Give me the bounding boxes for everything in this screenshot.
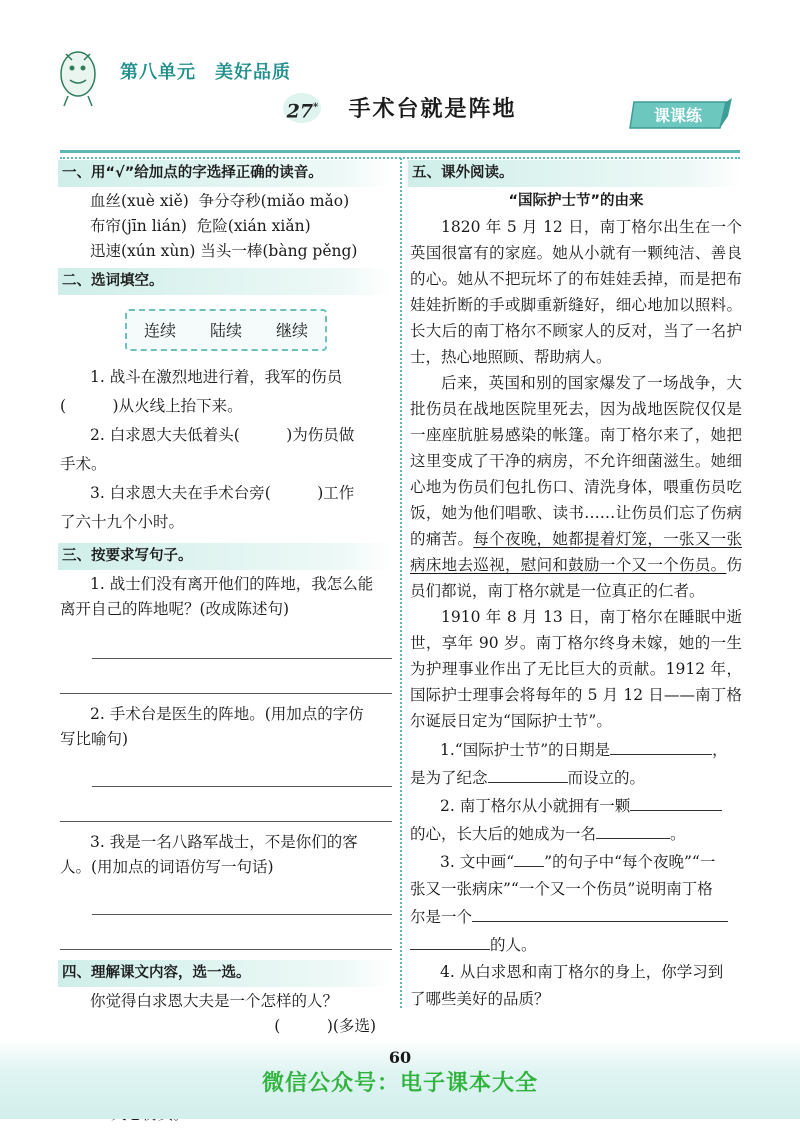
rewrite-q3: 3. 我是一名八路军战士，不是你们的客	[90, 833, 358, 851]
reading-q3-cont: 张又一张病床”“一个又一个伤员”说明南丁格	[410, 880, 713, 898]
choice-question: 你觉得白求恩大夫是一个怎样的人？	[90, 992, 339, 1010]
choice-answer-slot[interactable]: ( )(多选)	[274, 1017, 376, 1035]
lesson-title: 手术台就是阵地	[348, 96, 517, 122]
reading-q3: 3. 文中画“ ”的句子中“每个夜晚”“一	[410, 848, 742, 876]
section-5-heading: 五、课外阅读。	[408, 160, 742, 187]
fill-q1: 1. 战斗在激烈地进行着，我军的伤员	[90, 368, 343, 386]
rewrite-q2-cont: 写比喻句)	[60, 730, 129, 748]
word-option: 连续	[143, 320, 176, 340]
answer-line[interactable]	[60, 921, 392, 950]
rewrite-q1-cont: 离开自己的阵地呢？(改成陈述句)	[60, 600, 290, 618]
section-2-heading: 二、选词填空。	[58, 268, 392, 295]
fill-q2-cont: 手术。	[60, 455, 107, 473]
answer-blank[interactable]	[630, 792, 722, 811]
reading-q4: 4. 从白求恩和南丁格尔的身上，你学习到	[440, 963, 724, 981]
answer-blank[interactable]	[472, 903, 728, 922]
header-rule	[60, 150, 740, 153]
fill-q3-cont: 了六十九个小时。	[60, 513, 185, 531]
article-title: “国际护士节”的由来	[508, 193, 644, 209]
rewrite-q3-cont: 人。(用加点的词语仿写一句话)	[60, 858, 274, 876]
answer-line[interactable]	[60, 665, 392, 694]
word-choice-box	[125, 309, 327, 351]
answer-blank[interactable]	[610, 736, 712, 755]
article-paragraph-3: 1910 年 8 月 13 日，南丁格尔在睡眠中逝世，享年 90 岁。南丁格尔终身未嫁，她的一生为护理事业作出了无比巨大的贡献。1912 年，国际护士理事会将每年的 5 月 12 日——南丁格尔诞辰日定为“国际护士节”。	[410, 608, 742, 730]
answer-line[interactable]	[60, 793, 392, 822]
reading-q3-cont3: 的人。	[410, 931, 742, 959]
word-option: 继续	[275, 320, 308, 340]
pinyin-row-3: 迅速(xún xùn) 当头一棒(bàng pěng)	[90, 242, 358, 260]
answer-line[interactable]	[92, 886, 392, 915]
answer-blank[interactable]	[488, 764, 568, 783]
rewrite-q1: 1. 战士们没有离开他们的阵地，我怎么能	[90, 575, 374, 593]
reading-q3-cont2: 尔是一个	[410, 903, 742, 931]
answer-line[interactable]	[92, 758, 392, 787]
rewrite-q2: 2. 手术台是医生的阵地。(用加点的字仿	[90, 705, 364, 723]
section-3-heading: 三、按要求写句子。	[58, 543, 392, 570]
reading-q1-cont: 是为了纪念 而设立的。	[410, 764, 742, 792]
page-number: 60	[388, 1048, 412, 1067]
pinyin-row-2: 布帘(jīn lián) 危险(xián xiǎn)	[90, 217, 311, 235]
wechat-watermark: 微信公众号：电子课本大全	[261, 1071, 538, 1096]
fill-q3[interactable]: 3. 白求恩大夫在手术台旁( )工作	[90, 484, 355, 502]
reading-q2: 2. 南丁格尔从小就拥有一颗	[410, 792, 742, 820]
unit-title: 第八单元 美好品质	[120, 62, 291, 83]
right-column	[410, 160, 742, 1087]
badge-label: 课课练	[653, 106, 703, 125]
fill-q1-cont[interactable]: ( )从火线上抬下来。	[60, 397, 243, 415]
left-column	[60, 160, 392, 1129]
section-1-heading: 一、用“√”给加点的字选择正确的读音。	[58, 160, 392, 187]
reading-q2-cont: 的心，长大后的她成为一名 。	[410, 820, 742, 848]
answer-blank[interactable]	[410, 931, 490, 950]
article-paragraph-1: 1820 年 5 月 12 日，南丁格尔出生在一个英国很富有的家庭。她从小就有一颗纯洁、善良的心。她从不把玩坏了的布娃娃丢掉，而是把布娃娃折断的手或脚重新缝好，细心地加以照料。长大后的南丁格尔不顾家人的反对，当了一名护士，热心地照顾、帮助病人。	[410, 218, 742, 366]
reading-q4-cont: 了哪些美好的品质？	[410, 990, 550, 1008]
word-option: 陆续	[209, 320, 242, 340]
answer-line[interactable]	[92, 630, 392, 659]
column-divider	[400, 158, 402, 1008]
fill-q2[interactable]: 2. 白求恩大夫低着头( )为伤员做	[90, 426, 355, 444]
article-paragraph-2: 后来，英国和别的国家爆发了一场战争，大批伤员在战地医院里死去，因为战地医院仅仅是一座座肮脏易感染的帐篷。南丁格尔来了，她把这里变成了干净的病房，不允许细菌滋生。她细心地为伤员们包扎伤口、清洗身体，喂重伤员吃饭，她为他们唱歌、读书……让伤员们忘了伤病的痛苦。每个夜晚，她都提着灯笼，一张又一张病床地去巡视，慰问和鼓励一个又一个伤员。伤员们都说，南丁格尔就是一位真正的仁者。	[410, 374, 742, 600]
underline-sample	[514, 848, 544, 867]
practice-badge	[628, 96, 732, 134]
reading-q1: 1.“国际护士节”的日期是 ，	[410, 736, 742, 764]
underlined-sentence: 每个夜晚，她都提着灯笼，一张又一张病床地去巡视，慰问和鼓励一个又一个伤员。	[410, 530, 742, 574]
section-4-heading: 四、理解课文内容，选一选。	[58, 960, 392, 987]
lesson-number: 27*	[283, 93, 321, 123]
answer-blank[interactable]	[596, 820, 670, 839]
pinyin-row-1: 血丝(xuè xiě) 争分夺秒(miǎo mǎo)	[90, 192, 350, 210]
